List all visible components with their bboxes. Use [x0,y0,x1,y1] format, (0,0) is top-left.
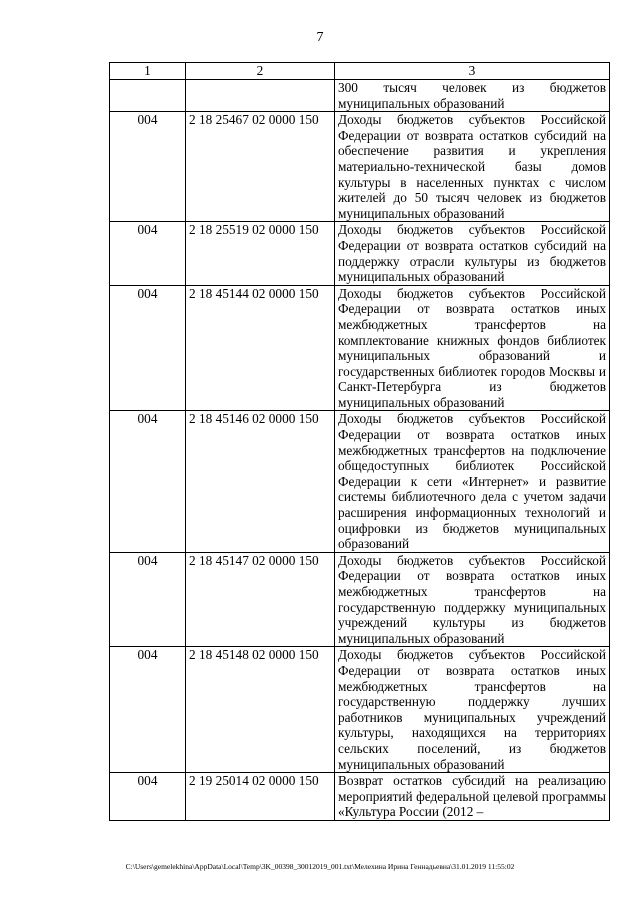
admin-code-cell: 004 [110,411,186,552]
budget-code-cell: 2 18 45144 02 0000 150 [186,285,335,411]
budget-code-cell: 2 18 45147 02 0000 150 [186,552,335,647]
budget-codes-table [109,62,610,821]
table-row [110,552,610,647]
table-row [110,411,610,552]
budget-code-cell: 2 18 45146 02 0000 150 [186,411,335,552]
table-row [110,285,610,411]
budget-code-cell: 2 18 45148 02 0000 150 [186,647,335,773]
admin-code-cell: 004 [110,285,186,411]
admin-code-cell: 004 [110,647,186,773]
description-cell: Возврат остатков субсидий на реализацию мероприятий федеральной целевой программы «Культура России (2012 – [335,773,610,821]
budget-code-cell [186,80,335,112]
admin-code-cell: 004 [110,222,186,285]
table-row [110,773,610,821]
column-header-1: 1 [110,63,186,80]
table-row [110,647,610,773]
page-bottom-margin [0,853,640,905]
admin-code-cell: 004 [110,773,186,821]
admin-code-cell: 004 [110,552,186,647]
budget-code-cell: 2 18 25519 02 0000 150 [186,222,335,285]
footer-file-path: C:\Users\gemelekhina\AppData\Local\Temp\3K_00398_30012019_001.txt\Мелехина Ирина Геннадьевна\31.01.2019 11:55:02 [125,862,515,871]
description-cell: Доходы бюджетов субъектов Российской Федерации от возврата остатков иных межбюджетных трансфертов на комплектование книжных фондов библиотек муниципальных образований и государственных библиотек городов Москвы и Санкт-Петербурга из бюджетов муниципальных образований [335,285,610,411]
description-cell: Доходы бюджетов субъектов Российской Федерации от возврата остатков субсидий на поддержку отрасли культуры из бюджетов муниципальных образований [335,222,610,285]
budget-code-cell: 2 19 25014 02 0000 150 [186,773,335,821]
table-header-row [110,63,610,80]
column-header-3: 3 [335,63,610,80]
description-cell: Доходы бюджетов субъектов Российской Федерации от возврата остатков субсидий на обеспечение развития и укрепления материально-технической базы домов культуры в населенных пунктах с числом жителей до 50 тысяч человек из бюджетов муниципальных образований [335,112,610,222]
table-row [110,222,610,285]
description-cell: Доходы бюджетов субъектов Российской Федерации от возврата остатков иных межбюджетных трансфертов на государственную поддержку лучших работников муниципальных учреждений культуры, находящихся на территориях сельских поселений, из бюджетов муниципальных образований [335,647,610,773]
budget-code-cell: 2 18 25467 02 0000 150 [186,112,335,222]
description-cell: 300 тысяч человек из бюджетов муниципальных образований [335,80,610,112]
table-row [110,112,610,222]
column-header-2: 2 [186,63,335,80]
admin-code-cell: 004 [110,112,186,222]
description-cell: Доходы бюджетов субъектов Российской Федерации от возврата остатков иных межбюджетных трансфертов на государственную поддержку муниципальных учреждений культуры из бюджетов муниципальных образований [335,552,610,647]
table-row [110,80,610,112]
description-cell: Доходы бюджетов субъектов Российской Федерации от возврата остатков иных межбюджетных трансфертов на подключение общедоступных библиотек Российской Федерации к сети «Интернет» и развитие системы библиотечного дела с учетом задачи расширения информационных технологий и оцифровки из бюджетов муниципальных образований [335,411,610,552]
admin-code-cell [110,80,186,112]
page-number: 7 [316,30,324,45]
